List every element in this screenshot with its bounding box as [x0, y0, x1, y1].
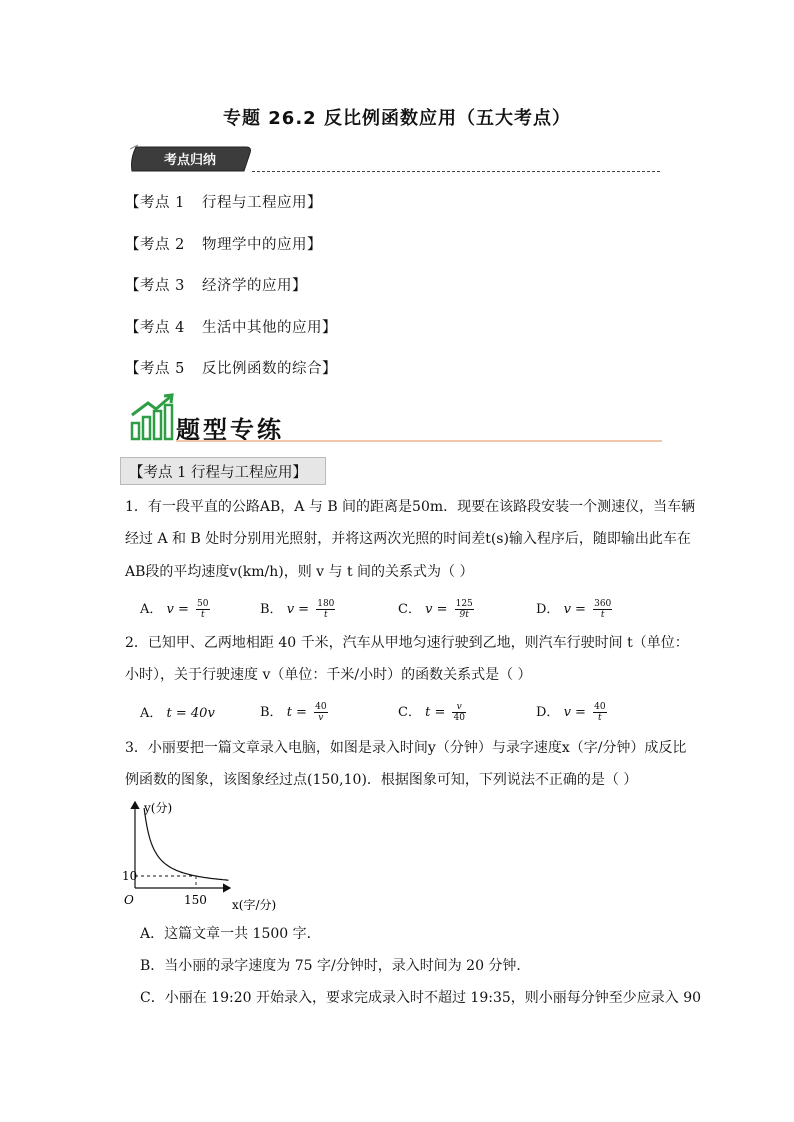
kaodian-label: 经济学的应用】	[201, 278, 307, 294]
q1-option-a[interactable]	[140, 598, 210, 620]
q3-option-c[interactable]: C．小丽在 19:20 开始录入，要求完成录入时不超过 19:35，则小丽每分钟至少应录入 90	[140, 990, 702, 1006]
option-lhs: t =	[425, 705, 446, 720]
kaodian-tag	[130, 143, 254, 173]
kaodian-label: 物理学中的应用】	[201, 237, 322, 253]
q2-option-b[interactable]	[260, 701, 328, 723]
option-letter: B．	[260, 602, 283, 617]
q1-line2: 经过 A 和 B 处时分别用光照射，并将这两次光照的时间差t(s)输入程序后，随即输出此车在	[125, 531, 691, 547]
kaodian-num: 【考点 1	[125, 195, 185, 211]
option-lhs: t =	[286, 705, 307, 720]
fraction: $\frac{360}{t}$	[594, 599, 612, 620]
tag-label: 考点归纳	[163, 153, 217, 168]
q1-option-c[interactable]	[398, 598, 474, 620]
option-letter: D．	[536, 705, 560, 720]
y-axis-label: y(分)	[144, 801, 173, 815]
q2-line1: 2．已知甲、乙两地相距 40 千米，汽车从甲地匀速行驶到乙地，则汽车行驶时间 t（单位：	[125, 635, 689, 651]
section-underline	[176, 440, 662, 442]
inverse-function-graph	[118, 796, 298, 916]
q3-line1: 3．小丽要把一篇文章录入电脑，如图是录入时间y（分钟）与录字速度x（字/分钟）成反比	[125, 740, 687, 756]
banner-label: 【考点 1 行程与工程应用】	[129, 465, 307, 481]
kaodian-item-5	[125, 357, 337, 378]
q1-options	[0, 596, 794, 622]
divider-dashed	[252, 171, 660, 172]
q2-options	[0, 699, 794, 725]
kaodian-item-2	[125, 233, 322, 254]
q1-line1: 1．有一段平直的公路AB，A 与 B 间的距离是50m．现要在该路段安装一个测速仪，当车辆	[125, 499, 696, 515]
kaodian-item-4	[125, 316, 337, 337]
section-title: 题型专练	[176, 415, 284, 444]
option-letter: D．	[536, 602, 560, 617]
q3-line2: 例函数的图象，该图象经过点(150,10)．根据图象可知，下列说法不正确的是（ ）	[125, 772, 638, 788]
q2-option-c[interactable]	[398, 701, 466, 723]
q1-option-d[interactable]	[536, 598, 612, 620]
q1-option-b[interactable]	[260, 598, 335, 620]
fraction: $\frac{180}{t}$	[317, 599, 335, 620]
option-lhs: v =	[563, 705, 586, 720]
option-letter: B．	[260, 705, 283, 720]
y-tick-label: 10	[122, 869, 138, 883]
option-text: t = 40v	[166, 706, 215, 721]
fraction: $\frac{40}{v}$	[315, 702, 327, 723]
option-letter: C．	[398, 602, 421, 617]
q2-option-a[interactable]	[140, 702, 215, 721]
kaodian-num: 【考点 3	[125, 278, 185, 294]
q1-line3: AB段的平均速度v(km/h)，则 v 与 t 间的关系式为（ ）	[125, 564, 474, 580]
kaodian-label: 生活中其他的应用】	[201, 320, 337, 336]
kaodian-label: 反比例函数的综合】	[201, 361, 337, 377]
kaodian-num: 【考点 5	[125, 361, 185, 377]
option-letter: A．	[140, 602, 163, 617]
kaodian-num: 【考点 2	[125, 237, 185, 253]
q3-option-a[interactable]: A．这篇文章一共 1500 字．	[140, 926, 321, 942]
kaodian-banner	[120, 457, 326, 485]
kaodian-item-1	[125, 191, 322, 212]
option-lhs: v =	[425, 602, 448, 617]
option-lhs: v =	[286, 602, 310, 617]
option-lhs: v =	[166, 602, 189, 617]
fraction: $\frac{v}{40}$	[453, 702, 465, 723]
x-axis-label: x(字/分)	[232, 898, 277, 912]
q2-option-d[interactable]	[536, 701, 607, 723]
kaodian-label: 行程与工程应用】	[201, 195, 322, 211]
option-lhs: v =	[563, 602, 586, 617]
q2-line2: 小时），关于行驶速度 v（单位：千米/小时）的函数关系式是（ ）	[125, 667, 532, 683]
option-letter: C．	[398, 705, 421, 720]
fraction: $\frac{125}{9t}$	[455, 599, 473, 620]
kaodian-item-3	[125, 274, 307, 295]
hyperbola-curve	[144, 808, 228, 880]
q3-option-b[interactable]: B．当小丽的录字速度为 75 字/分钟时，录入时间为 20 分钟．	[140, 958, 531, 974]
fraction: $\frac{40}{t}$	[594, 702, 606, 723]
fraction: $\frac{50}{t}$	[197, 599, 209, 620]
kaodian-num: 【考点 4	[125, 320, 185, 336]
x-tick-label: 150	[184, 893, 207, 907]
origin-label: O	[124, 893, 134, 907]
option-letter: A．	[140, 706, 163, 721]
page-title: 专题 26.2 反比例函数应用（五大考点）	[223, 108, 571, 129]
